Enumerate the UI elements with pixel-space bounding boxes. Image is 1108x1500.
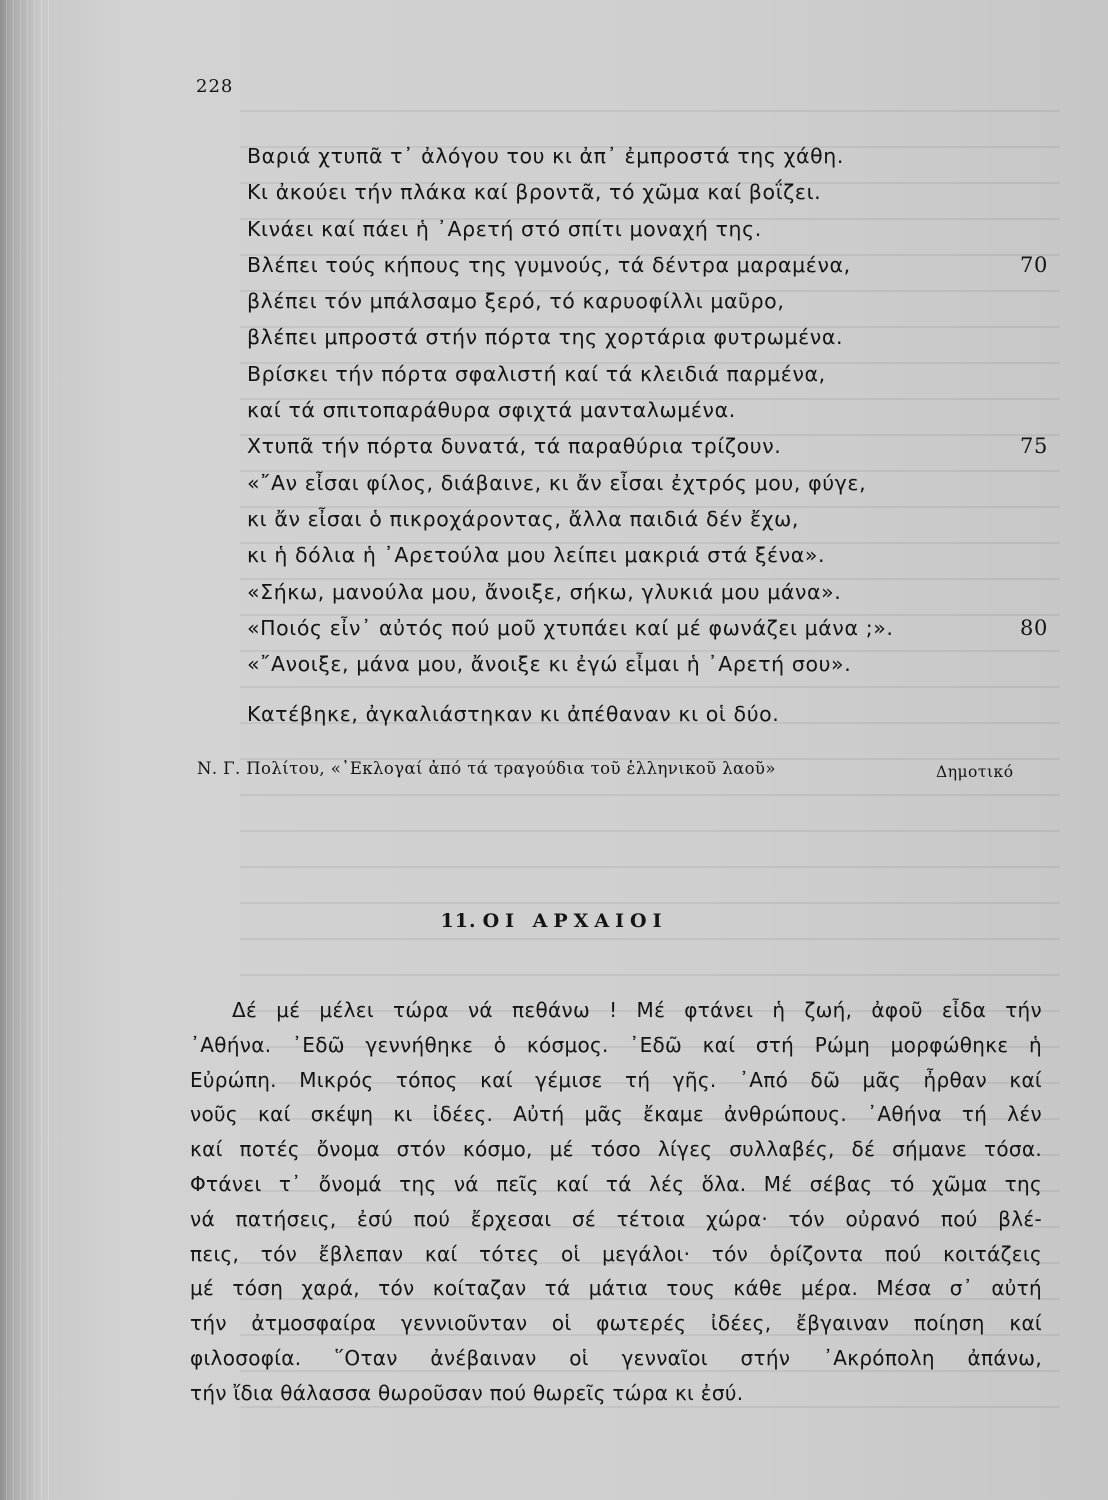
verse-line — [247, 428, 1047, 464]
prose-line: νά πατήσεις, ἐσύ πού ἔρχεσαι σέ τέτοια χώρα· τόν οὐρανό πού βλέ- — [190, 1206, 1042, 1231]
verse-line — [247, 574, 1047, 610]
verse-text: Βαριά χτυπᾶ τ᾽ ἀλόγου του κι ἀπ᾽ ἐμπροστά της χάθη. — [247, 144, 845, 168]
poem-final-verse: Κατέβηκε, ἀγκαλιάστηκαν κι ἀπέθαναν κι οἱ δύο. — [247, 702, 780, 726]
verse-text: Κι ἀκούει τήν πλάκα καί βροντᾶ, τό χῶμα καί βοΐζει. — [247, 180, 822, 205]
poem-verses — [247, 138, 1047, 682]
verse-line — [247, 465, 1047, 501]
section-heading — [0, 910, 1108, 932]
verse-text: Χτυπᾶ τήν πόρτα δυνατά, τά παραθύρια τρίζουν. — [247, 434, 782, 459]
section-number: 11. — [440, 910, 477, 932]
prose-line: φιλοσοφία. ῞Οταν ἀνέβαιναν οἱ γενναῖοι στήν ᾽Ακρόπολη ἀπάνω, — [190, 1345, 1042, 1370]
verse-text: καί τά σπιτοπαράθυρα σφιχτά μανταλωμένα. — [247, 398, 736, 423]
prose-line: ᾽Αθήνα. ᾽Εδῶ γεννήθηκε ὁ κόσμος. ᾽Εδῶ καί στή Ρώμη μορφώθηκε ἡ — [190, 1032, 1042, 1057]
verse-text: «῎Αν εἶσαι φίλος, διάβαινε, κι ἄν εἶσαι ἐχτρός μου, φύγε, — [247, 470, 867, 495]
prose-line: Δέ μέ μέλει τώρα νά πεθάνω ! Μέ φτάνει ἡ ζωή, ἀφοῦ εἶδα τήν — [232, 998, 1042, 1022]
verse-text: Κινάει καί πάει ἡ ᾽Αρετή στό σπίτι μοναχή της. — [247, 216, 762, 241]
prose-line: μέ τόση χαρά, τόν κοίταζαν τά μάτια τους κάθε μέρα. Μέσα σ᾽ αὐτή — [190, 1276, 1042, 1301]
prose-line: νοῦς καί σκέψη κι ἰδέες. Αὐτή μᾶς ἔκαμε ἀνθρώπους. ᾽Αθήνα τή λέν — [190, 1102, 1042, 1127]
prose-line: καί ποτές ὄνομα στόν κόσμο, μέ τόσο λίγες συλλαβές, δέ σήμανε τόσα. — [190, 1137, 1042, 1162]
verse-text: βλέπει μπροστά στήν πόρτα της χορτάρια φυτρωμένα. — [247, 325, 844, 350]
line-number: 80 — [1020, 615, 1048, 640]
verse-text: «Σήκω, μανούλα μου, ἄνοιξε, σήκω, γλυκιά μου μάνα». — [247, 579, 842, 604]
section-title: ΟΙ ΑΡΧΑΙΟΙ — [482, 910, 668, 932]
prose-line: Εὐρώπη. Μικρός τόπος καί γέμισε τή γῆς. ᾽Από δῶ μᾶς ἦρθαν καί — [190, 1067, 1042, 1092]
verse-line — [247, 501, 1047, 537]
verse-line — [247, 283, 1047, 319]
verse-line — [247, 537, 1047, 573]
prose-line: πεις, τόν ἔβλεπαν καί τότες οἱ μεγάλοι· τόν ὁρίζοντα πού κοιτάζεις — [190, 1241, 1042, 1266]
verse-text: κι ἡ δόλια ἡ ᾽Αρετούλα μου λείπει μακριά στά ξένα». — [247, 543, 826, 568]
line-number: 70 — [1020, 252, 1048, 277]
verse-text: «Ποιός εἶν᾽ αὐτός πού μοῦ χτυπάει καί μέ φωνάζει μάνα ;». — [247, 615, 894, 640]
verse-line — [247, 646, 1047, 682]
verse-line — [247, 211, 1047, 247]
prose-line: τήν ἴδια θάλασσα θωροῦσαν πού θωρεῖς τώρα κι ἐσύ. — [190, 1380, 744, 1405]
verse-text: Βλέπει τούς κήπους της γυμνούς, τά δέντρα μαραμένα, — [247, 252, 851, 277]
prose-paragraph — [190, 993, 1042, 1411]
verse-line — [247, 610, 1047, 646]
verse-line — [247, 356, 1047, 392]
verse-line — [247, 319, 1047, 355]
verse-line — [247, 138, 1047, 174]
verse-text: βλέπει τόν μπάλσαμο ξερό, τό καρυοφίλλι μαῦρο, — [247, 289, 785, 314]
prose-line: τήν ἀτμοσφαίρα γεννιοῦνταν οἱ φωτερές ἰδέες, ἔβγαιναν ποίηση καί — [190, 1311, 1042, 1336]
page-binding-edge — [6, 0, 54, 1500]
page-number: 228 — [196, 76, 234, 97]
source-citation: Ν. Γ. Πολίτου, «᾽Εκλογαί ἀπό τά τραγούδια τοῦ ἑλληνικοῦ λαοῦ» — [197, 759, 776, 778]
verse-line — [247, 392, 1047, 428]
verse-text: «῎Ανοιξε, μάνα μου, ἄνοιξε κι ἐγώ εἶμαι ἡ ᾽Αρετή σου». — [247, 652, 852, 677]
prose-line: Φτάνει τ᾽ ὄνομά της νά πεῖς καί τά λές ὅλα. Μέ σέβας τό χῶμα της — [190, 1171, 1042, 1196]
verse-line — [247, 174, 1047, 210]
line-number: 75 — [1020, 434, 1048, 459]
verse-text: κι ἄν εἶσαι ὁ πικροχάροντας, ἄλλα παιδιά δέν ἔχω, — [247, 506, 799, 531]
verse-text: Βρίσκει τήν πόρτα σφαλιστή καί τά κλειδιά παρμένα, — [247, 361, 826, 386]
verse-line — [247, 247, 1047, 283]
genre-label: Δημοτικό — [936, 763, 1014, 781]
